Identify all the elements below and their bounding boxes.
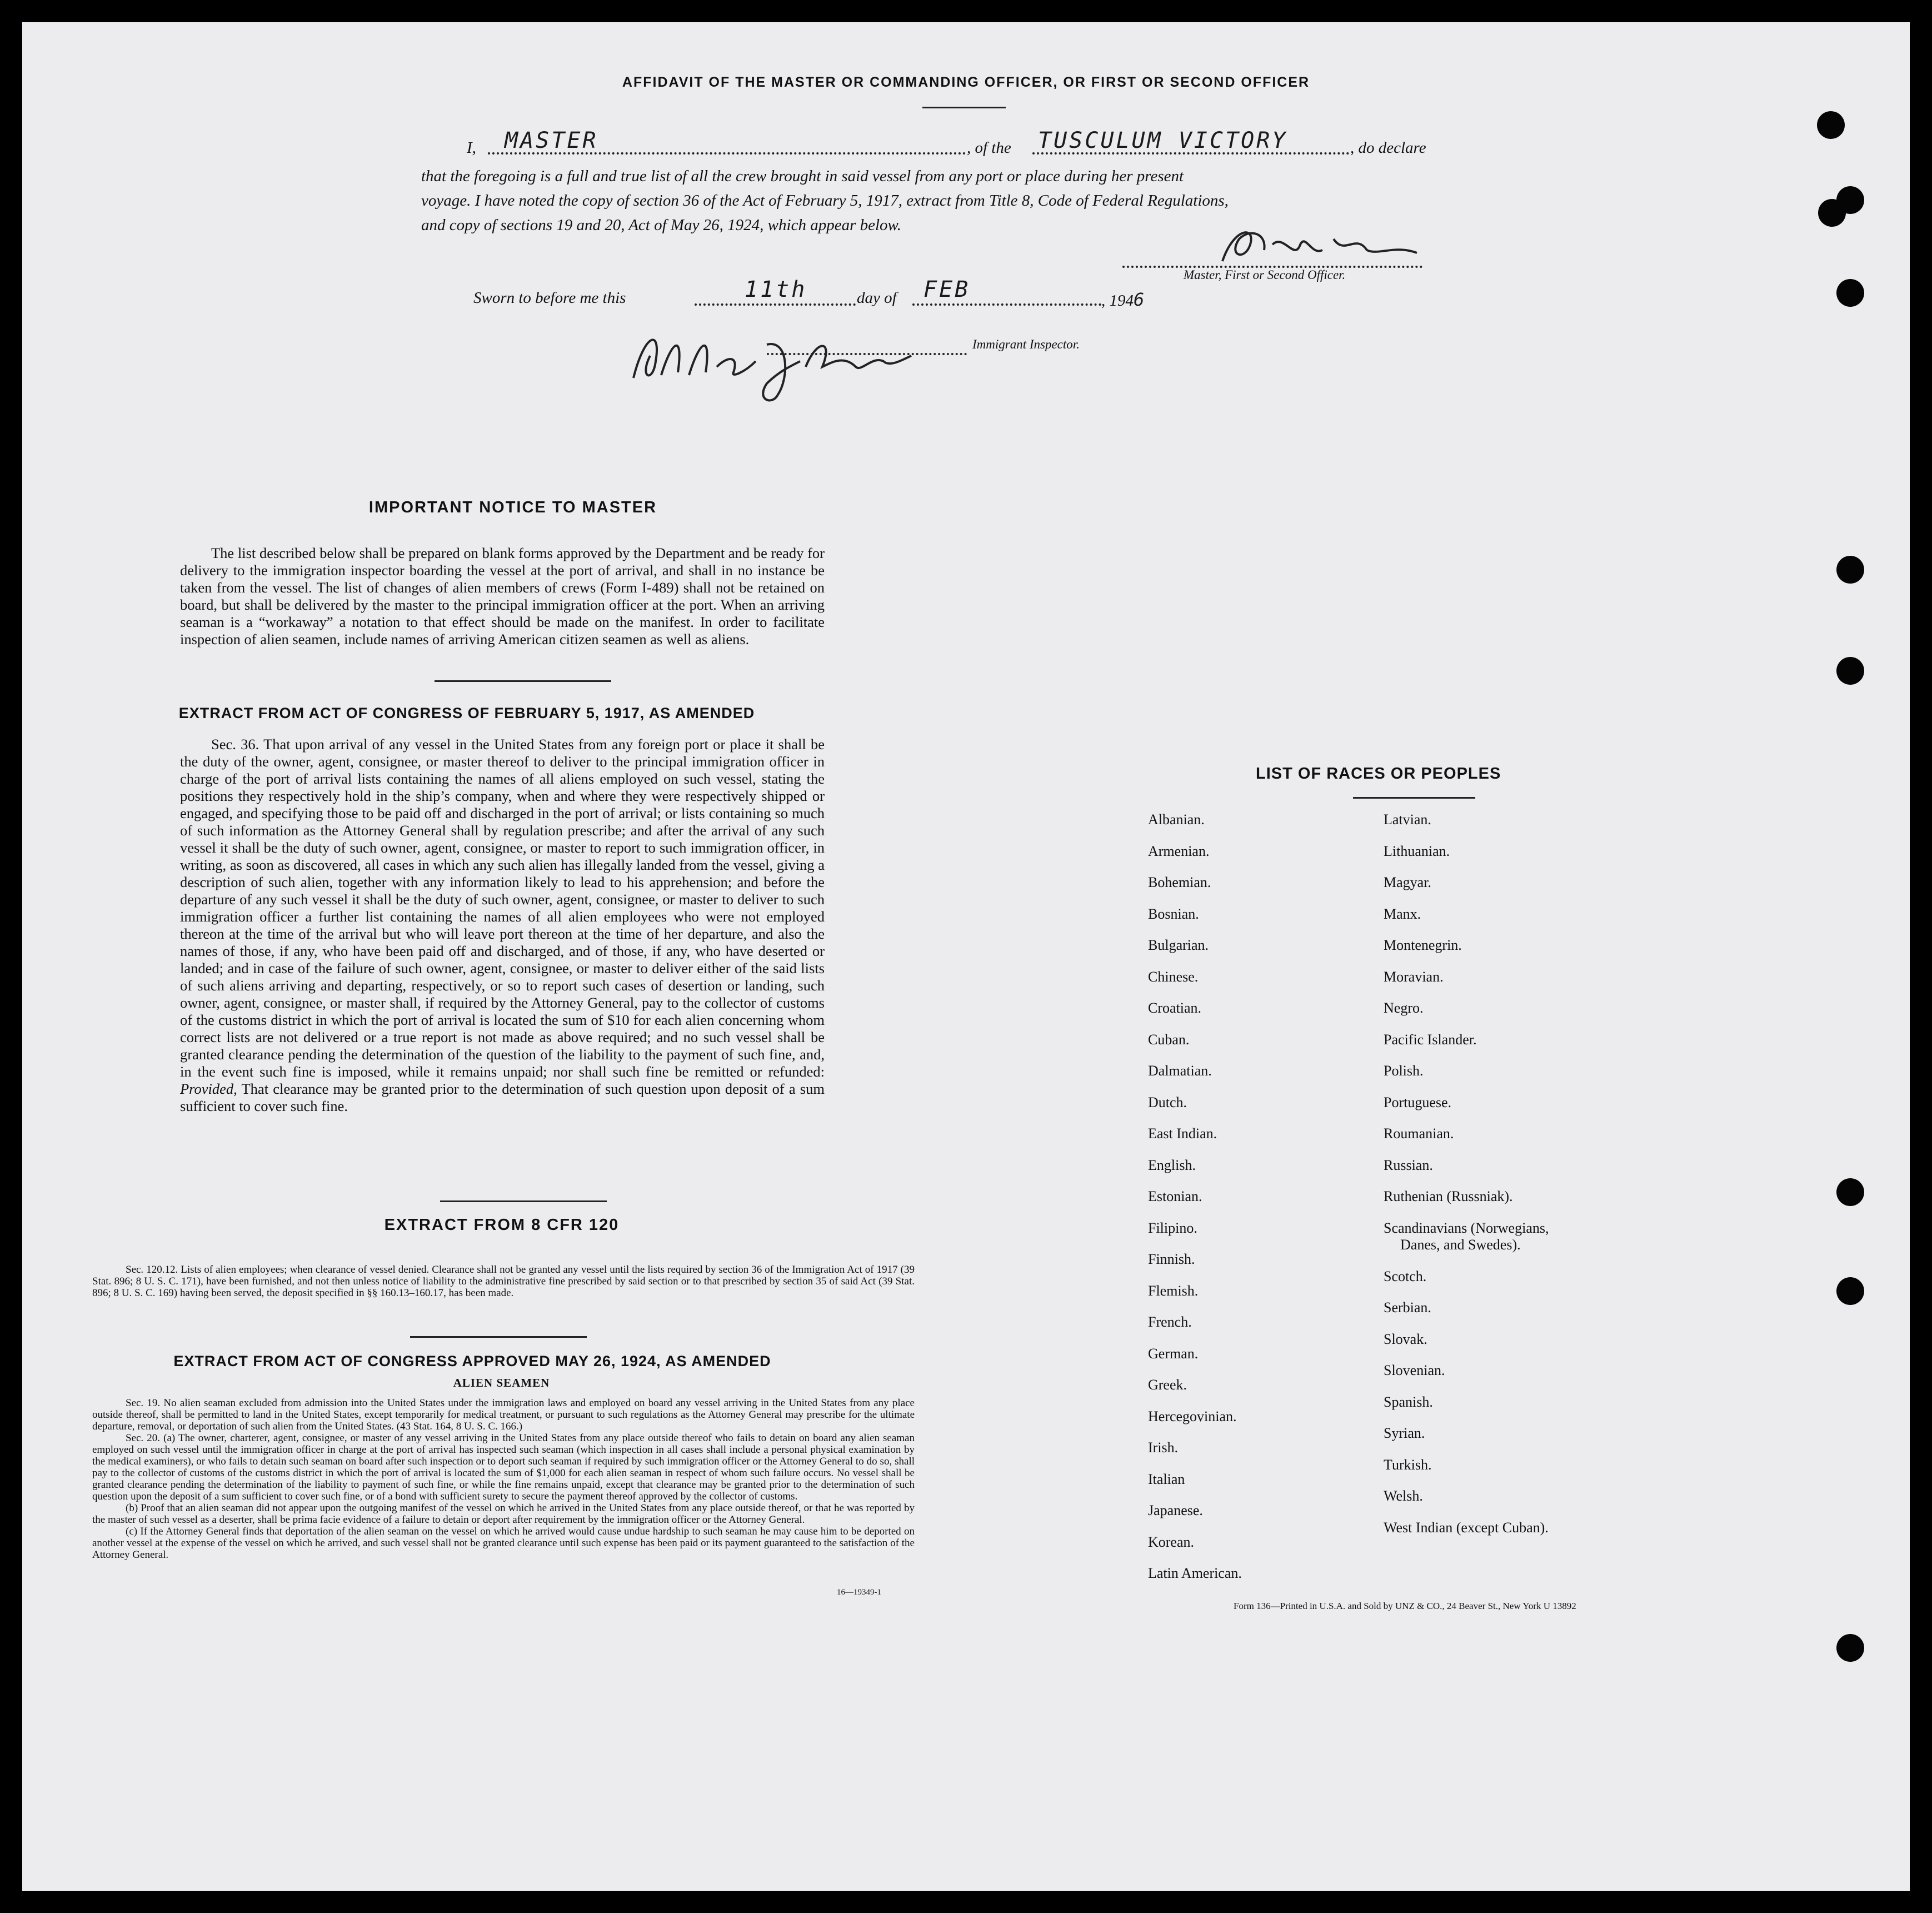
races-column-2 — [1384, 811, 1661, 1645]
affidavit-title: AFFIDAVIT OF THE MASTER OR COMMANDING OFFICER, OR FIRST OR SECOND OFFICER — [622, 74, 1310, 90]
race-item: Albanian. — [1148, 811, 1205, 828]
sec-36-text-a: That upon arrival of any vessel in the United States from any foreign port or place it shall be the duty of the owner, agent, consignee, or master thereof to deliver to the principal immigration officer in charge of the port of arrival lists containing the names of all aliens employed on such vessel, stating the positions they respectively hold in the ship’s company, when and where they were respectively shipped or engaged, and specifying those to be paid off and discharged in the port of arrival; or lists containing so much of such information as the Attorney General shall by regulation prescribe; and after the arrival of any such vessel it shall be the duty of such owner, agent, consignee, or master to report to such immigration officer, in writing, as soon as discovered, all cases in which any such alien has illegally landed from the vessel, giving a description of such alien, together with any information likely to lead to his apprehension; and before the departure of any such vessel it shall be the duty of such owner, agent, consignee, or master to deliver to such immigration officer a further list containing the names of all alien employees who were not employed thereon at the time of the arrival but who will leave port thereon at the time of her departure, and also the names of those, if any, who have been paid off and discharged, and of those, if any, who have deserted or landed; and in case of the failure of such owner, agent, consignee, or master to deliver either of the said lists of such aliens arriving and departing, respectively, or so to report such cases of desertion or landing, such owner, agent, consignee, or master shall, if required by the Attorney General, pay to the collector of customs of the customs district in which the port of arrival is located the sum of $10 for each alien concerning whom correct lists are not delivered or a true report is not made as above required; and no such vessel shall be granted clearance pending the determination of the question of the liability to the payment of such fine, and, in the event such fine is imposed, while it remains unpaid; nor shall such fine be remitted or refunded: — [180, 736, 825, 1080]
punch-hole — [1836, 279, 1864, 307]
race-item: Finnish. — [1148, 1251, 1195, 1267]
footer-code: 16—19349-1 — [837, 1588, 881, 1597]
affidavit-line3: voyage. I have noted the copy of section 36 of the Act of February 5, 1917, extract from Title 8, Code of Federal Regulations, — [421, 192, 1229, 210]
punch-hole — [1817, 111, 1845, 139]
officer-name-field — [488, 128, 966, 155]
punch-hole — [1818, 199, 1846, 227]
race-item: Hercegovinian. — [1148, 1408, 1237, 1424]
affidavit-line4: and copy of sections 19 and 20, Act of May 26, 1924, which appear below. — [421, 216, 901, 234]
race-item: Welsh. — [1384, 1488, 1423, 1504]
race-item: Latin American. — [1148, 1565, 1242, 1581]
race-item: Armenian. — [1148, 843, 1210, 859]
year-prefix: , 194 — [1101, 292, 1134, 310]
race-item: Portuguese. — [1384, 1094, 1452, 1110]
races-rule — [1353, 797, 1475, 799]
race-item: Korean. — [1148, 1533, 1195, 1550]
affidavit-body — [421, 164, 1229, 237]
race-item: Cuban. — [1148, 1031, 1190, 1048]
punch-hole — [1836, 556, 1864, 584]
race-item: Chinese. — [1148, 968, 1199, 985]
race-item: Serbian. — [1384, 1299, 1431, 1316]
extract-cfr-text: Sec. 120.12. Lists of alien employees; when clearance of vessel denied. Clearance shall not be granted any vessel until the lists required by section 36 of the Immigration Act of 1917 (39 Stat. 896; 8 U. S. C. 171), have been furnished, and not then unless notice of liability to the administrative fine prescribed by said section or to that prescribed by section 35 of said Act (39 Stat. 896; 8 U. S. C. 169) having been served, the deposit specified in §§ 160.13–160.17, has been made. — [92, 1264, 915, 1299]
sec-20b-text: (b) Proof that an alien seaman did not appear upon the outgoing manifest of the vessel on which he arrived in the United States from any place outside thereof, or that he was reported by the master of such vessel as a deserter, shall be prima facie evidence of a failure to detain or deport after requirement by the immigration officer or the Attorney General. — [92, 1502, 915, 1526]
year-digit: 6 — [1134, 289, 1145, 310]
officer-name-value: MASTER — [505, 128, 598, 153]
notice-title: IMPORTANT NOTICE TO MASTER — [368, 499, 657, 516]
race-item: Filipino. — [1148, 1219, 1197, 1236]
race-item: Slovak. — [1384, 1331, 1427, 1347]
race-item: Bulgarian. — [1148, 937, 1209, 953]
extract-cfr-title: EXTRACT FROM 8 CFR 120 — [384, 1216, 620, 1234]
races-column-1 — [1148, 811, 1370, 1645]
master-signature — [1211, 222, 1434, 272]
inspector-caption: Immigrant Inspector. — [972, 337, 1080, 351]
punch-hole — [1836, 1178, 1864, 1206]
punch-hole — [1836, 657, 1864, 685]
sworn-month-value: FEB — [923, 277, 971, 302]
affidavit-line2: that the foregoing is a full and true list of all the crew brought in said vessel from any port or place during her present — [421, 167, 1184, 185]
inspector-signature — [622, 322, 967, 411]
sec-20c-text: (c) If the Attorney General finds that deportation of the alien seaman on the vessel on which he arrived would cause undue hardship to such seaman he may cause him to be deported on another vessel at the expense of the vessel on which he arrived, and such vessel shall not be granted clearance until such expense has been paid or its payment guaranteed to the satisfaction of the Attorney General. — [92, 1526, 915, 1561]
vessel-name-field — [1032, 128, 1349, 155]
vessel-name-value: TUSCULUM VICTORY — [1038, 128, 1288, 153]
extract-1917-title: EXTRACT FROM ACT OF CONGRESS OF FEBRUARY 5, 1917, AS AMENDED — [178, 705, 755, 721]
notice-rule — [435, 680, 611, 682]
race-item: Latvian. — [1384, 811, 1431, 828]
race-item: Turkish. — [1384, 1456, 1432, 1473]
sec-36-label: Sec. 36. — [211, 736, 259, 753]
race-item: Manx. — [1384, 905, 1421, 922]
extract-1917-text — [180, 736, 825, 1115]
extract-1924-title: EXTRACT FROM ACT OF CONGRESS APPROVED MAY 26, 1924, AS AMENDED — [173, 1353, 771, 1369]
race-item: Bosnian. — [1148, 905, 1199, 922]
race-item: Polish. — [1384, 1063, 1424, 1079]
do-declare-label: , do declare — [1350, 139, 1426, 157]
race-item: Danes, and Swedes). — [1400, 1237, 1521, 1253]
notice-text: The list described below shall be prepared on blank forms approved by the Department and be ready for delivery to the immigration inspector boarding the vessel at the port of arrival, and shall in no instance be taken from the vessel. The list of changes of alien members of crews (Form I-489) shall not be retained on board, but shall be delivered by the master to the principal immigration officer at the port. When an arriving seaman is a “workaway” a notation to that effect should be made on the manifest. In order to facilitate inspection of alien seamen, include names of arriving American citizen seamen as well as aliens. — [180, 545, 825, 647]
race-item: East Indian. — [1148, 1125, 1217, 1142]
race-item: Russian. — [1384, 1157, 1433, 1173]
race-item: Montenegrin. — [1384, 937, 1462, 953]
race-item: Roumanian. — [1384, 1125, 1454, 1142]
day-of-label: day of — [857, 289, 897, 307]
race-item: Flemish. — [1148, 1282, 1199, 1299]
of-the-label: , of the — [967, 139, 1011, 157]
sworn-month-field — [912, 277, 1101, 306]
race-item: Japanese. — [1148, 1502, 1203, 1518]
title-rule — [922, 107, 1006, 108]
race-item: Ruthenian (Russniak). — [1384, 1188, 1513, 1204]
master-caption: Master, First or Second Officer. — [1184, 268, 1346, 282]
race-item: Scandinavians (Norwegians, — [1384, 1219, 1549, 1236]
race-item: Pacific Islander. — [1384, 1031, 1477, 1048]
extract-1924-text — [92, 1397, 915, 1561]
sworn-day-field — [695, 277, 856, 306]
races-title: LIST OF RACES OR PEOPLES — [1256, 765, 1501, 783]
race-item: Lithuanian. — [1384, 843, 1450, 859]
race-item: German. — [1148, 1345, 1199, 1362]
race-item: Syrian. — [1384, 1425, 1425, 1441]
extract-1917-rule — [440, 1200, 607, 1202]
race-item: Moravian. — [1384, 968, 1444, 985]
inspector-signature-line — [767, 347, 967, 355]
race-item: Magyar. — [1384, 874, 1431, 890]
sworn-day-value: 11th — [745, 277, 807, 302]
race-item: Dalmatian. — [1148, 1063, 1212, 1079]
race-item: Bohemian. — [1148, 874, 1211, 890]
punch-hole — [1836, 1634, 1864, 1662]
race-item: French. — [1148, 1314, 1192, 1330]
race-item: Italian — [1148, 1471, 1185, 1487]
race-item: Scotch. — [1384, 1268, 1427, 1284]
provided-label: Provided, — [180, 1080, 237, 1097]
race-item: West Indian (except Cuban). — [1384, 1519, 1549, 1536]
year-label — [1101, 289, 1144, 310]
race-item: English. — [1148, 1157, 1196, 1173]
sec-36-text-b: That clearance may be granted prior to the determination of such question upon deposit of a sum sufficient to cover such fine. — [180, 1080, 825, 1114]
race-item: Greek. — [1148, 1377, 1187, 1393]
race-item: Slovenian. — [1384, 1362, 1445, 1378]
i-label: I, — [467, 139, 476, 157]
race-item: Estonian. — [1148, 1188, 1202, 1204]
form-footer: Form 136—Printed in U.S.A. and Sold by UNZ & CO., 24 Beaver St., New York U 13892 — [1234, 1601, 1576, 1611]
race-item: Negro. — [1384, 1000, 1424, 1016]
race-item: Dutch. — [1148, 1094, 1187, 1110]
extract-cfr-rule — [410, 1336, 587, 1338]
sworn-label: Sworn to before me this — [473, 289, 626, 307]
sec-19-text: Sec. 19. No alien seaman excluded from admission into the United States under the immigration laws and employed on board any vessel arriving in the United States from any place outside thereof, shall be permitted to land in the United States, except temporarily for medical treatment, or pursuant to such regulations as the Attorney General may prescribe for the ultimate departure, removal, or deportation of such alien from the United States. (43 Stat. 164, 8 U. S. C. 166.) — [92, 1397, 915, 1432]
punch-hole — [1836, 1277, 1864, 1305]
extract-1924-subtitle: ALIEN SEAMEN — [453, 1376, 550, 1389]
sec-20a-text: Sec. 20. (a) The owner, charterer, agent, consignee, or master of any vessel arriving in the United States from any place outside thereof who fails to detain on board any alien seaman employed on such vessel until the immigration officer in charge at the port of arrival has inspected such seaman (which inspection in all cases shall include a personal physical examination by the medical examiners), or who fails to detain such seaman on board after such inspection or to deport such seaman if required by such immigration officer or the Attorney General to do so, shall pay to the collector of customs of the customs district in which the port of arrival is located the sum of $1,000 for each alien seaman in respect of whom such failure occurs. No vessel shall be granted clearance pending the determination of the liability to payment of such fine, or while the fine remains unpaid, except that clearance may be granted prior to the determination of such question upon the deposit of a sum sufficient to cover such fine, or of a bond with sufficient surety to secure the payment thereof approved by the collector of customs. — [92, 1432, 915, 1502]
race-item: Croatian. — [1148, 1000, 1202, 1016]
race-item: Spanish. — [1384, 1393, 1433, 1410]
document-page — [22, 22, 1910, 1891]
race-item: Irish. — [1148, 1439, 1179, 1456]
